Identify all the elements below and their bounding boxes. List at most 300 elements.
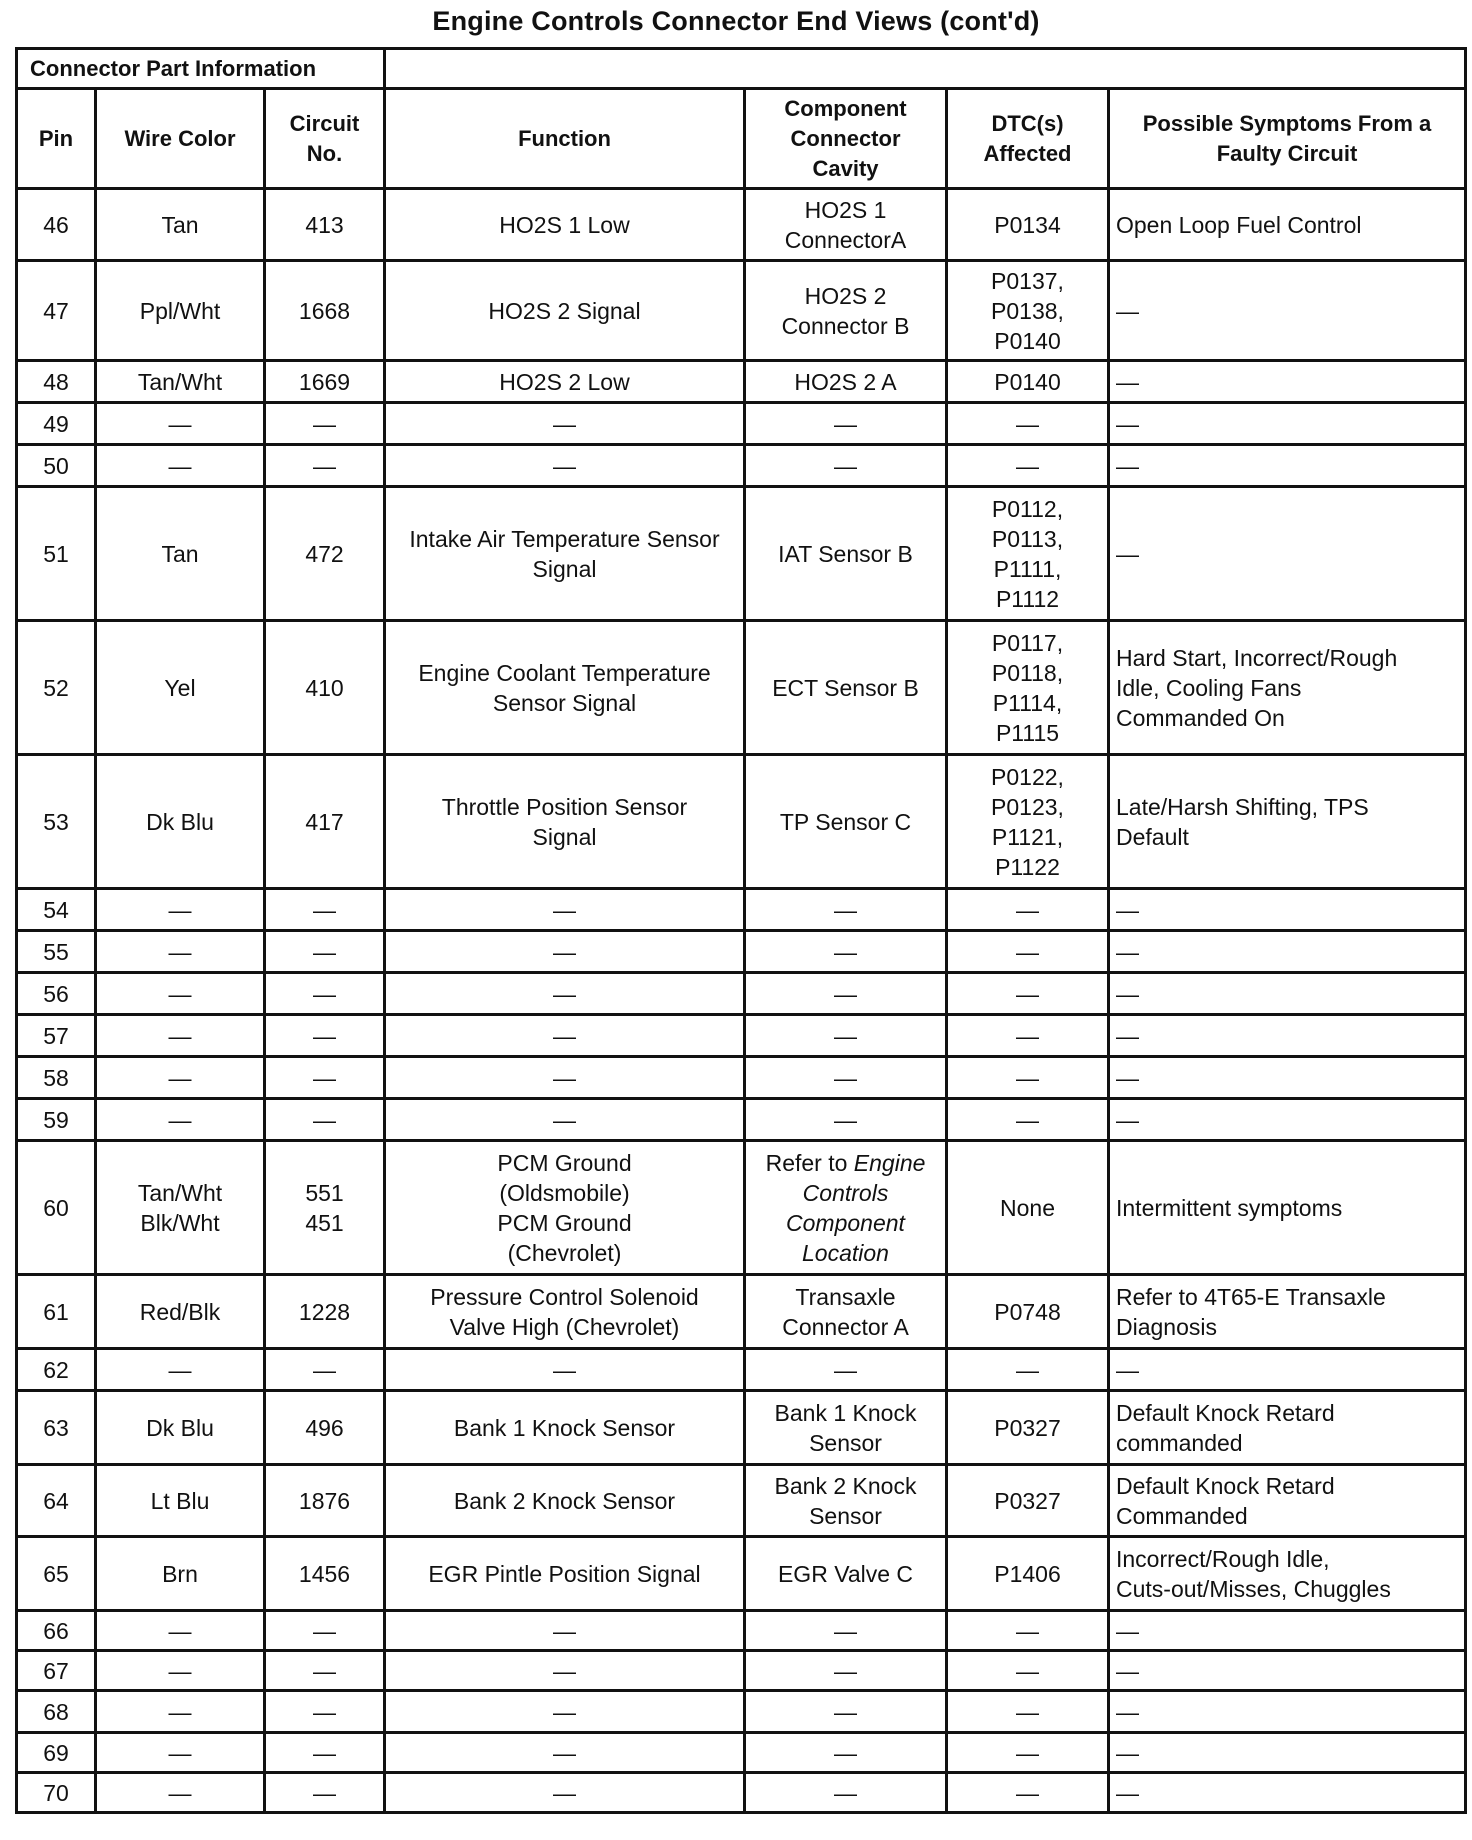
wire-color-line: — (168, 1064, 192, 1091)
function-cell (385, 1537, 745, 1611)
cavity-line: — (834, 452, 857, 479)
function-cell (385, 1733, 745, 1773)
cavity-cell (745, 1275, 947, 1349)
symptoms-cell (1109, 361, 1466, 403)
symptoms-line: Idle, Cooling Fans (1116, 674, 1302, 701)
dtc-line: — (1016, 1698, 1039, 1725)
dtc-cell (947, 1275, 1109, 1349)
function-line: Bank 1 Knock Sensor (453, 1414, 676, 1441)
dtc-cell (947, 621, 1109, 755)
symptoms-cell (1109, 1651, 1466, 1691)
table-row (17, 973, 1466, 1015)
dtc-line: P0117, (991, 629, 1064, 656)
dtc-cell (947, 445, 1109, 487)
cavity-cell (745, 1391, 947, 1465)
dtc-line: P0137, (991, 267, 1064, 294)
wire-color-cell (96, 487, 265, 621)
pin-cell: 68 (17, 1691, 96, 1733)
wire-color-line: Brn (162, 1560, 198, 1587)
cavity-cell (745, 445, 947, 487)
cavity-cell (745, 261, 947, 361)
circuit-cell (265, 1465, 385, 1537)
dtc-cell (947, 487, 1109, 621)
cavity-line: Location (802, 1239, 889, 1266)
pin-cell: 49 (17, 403, 96, 445)
pin-cell: 51 (17, 487, 96, 621)
wire-color-cell (96, 445, 265, 487)
circuit-line: — (313, 1106, 336, 1133)
circuit-line: 417 (305, 808, 344, 835)
dtc-line: P1122 (995, 853, 1060, 880)
wire-color-line: — (168, 1617, 192, 1644)
dtc-line: P1112 (995, 585, 1060, 612)
symptoms-cell (1109, 1391, 1466, 1465)
symptoms-cell (1109, 931, 1466, 973)
circuit-cell (265, 1057, 385, 1099)
cavity-line: — (834, 1064, 857, 1091)
symptoms-line: Incorrect/Rough Idle, (1116, 1545, 1330, 1572)
wire-color-line: — (168, 1698, 192, 1725)
wire-color-line: — (168, 980, 192, 1007)
circuit-cell (265, 1391, 385, 1465)
circuit-cell (265, 361, 385, 403)
circuit-cell (265, 621, 385, 755)
circuit-cell (265, 1691, 385, 1733)
dtc-cell (947, 189, 1109, 261)
function-line: Engine Coolant Temperature (418, 659, 711, 686)
function-line: Sensor Signal (492, 689, 637, 716)
cavity-line: — (834, 1739, 857, 1766)
symptoms-line: — (1116, 1064, 1139, 1091)
header-dtcs-affected (947, 89, 1109, 189)
cavity-cell (745, 1015, 947, 1057)
symptoms-line: — (1116, 1739, 1139, 1766)
symptoms-line: Refer to 4T65-E Transaxle (1116, 1283, 1386, 1310)
dtc-cell (947, 1465, 1109, 1537)
dtc-line: — (1016, 1657, 1039, 1684)
circuit-cell (265, 487, 385, 621)
cavity-line: HO2S 2 (804, 282, 887, 309)
dtc-cell (947, 1391, 1109, 1465)
circuit-line: — (313, 1356, 336, 1383)
header-text-line: No. (306, 140, 343, 166)
dtc-line: — (1016, 1617, 1039, 1644)
pin-cell: 61 (17, 1275, 96, 1349)
table-row (17, 931, 1466, 973)
table-row (17, 1099, 1466, 1141)
pin-cell: 59 (17, 1099, 96, 1141)
function-cell (385, 1465, 745, 1537)
wire-color-line: — (168, 410, 192, 437)
circuit-cell (265, 1537, 385, 1611)
circuit-line: — (313, 1022, 336, 1049)
dtc-line: — (1016, 452, 1039, 479)
function-line: Bank 2 Knock Sensor (453, 1487, 676, 1514)
cavity-cell (745, 973, 947, 1015)
wire-color-line: Dk Blu (146, 1414, 214, 1441)
wire-color-line: — (168, 1106, 192, 1133)
cavity-line: — (834, 1022, 857, 1049)
wire-color-cell (96, 973, 265, 1015)
function-line: — (553, 1617, 576, 1644)
circuit-cell (265, 1015, 385, 1057)
pin-cell: 54 (17, 889, 96, 931)
function-line: — (553, 1739, 576, 1766)
table-row (17, 1391, 1466, 1465)
cavity-cell (745, 1691, 947, 1733)
wire-color-cell (96, 1015, 265, 1057)
wire-color-cell (96, 1391, 265, 1465)
dtc-line: — (1016, 1779, 1039, 1806)
pin-cell: 70 (17, 1773, 96, 1813)
symptoms-line: Default (1116, 823, 1189, 850)
symptoms-line: Open Loop Fuel Control (1116, 211, 1362, 238)
header-component-connector-cavity (745, 89, 947, 189)
symptoms-cell (1109, 1691, 1466, 1733)
function-line: (Oldsmobile) (499, 1179, 630, 1206)
dtc-line: — (1016, 980, 1039, 1007)
function-cell (385, 403, 745, 445)
circuit-cell (265, 1141, 385, 1275)
table-row (17, 1465, 1466, 1537)
wire-color-cell (96, 361, 265, 403)
function-line: — (553, 1356, 576, 1383)
header-wire-color: Wire Color (96, 89, 265, 189)
function-cell (385, 1099, 745, 1141)
pin-cell: 50 (17, 445, 96, 487)
symptoms-line: Commanded On (1116, 704, 1285, 731)
symptoms-cell (1109, 973, 1466, 1015)
pin-cell: 46 (17, 189, 96, 261)
symptoms-cell (1109, 1537, 1466, 1611)
symptoms-cell (1109, 487, 1466, 621)
pin-cell: 56 (17, 973, 96, 1015)
symptoms-cell (1109, 1773, 1466, 1813)
symptoms-line: Default Knock Retard (1116, 1399, 1335, 1426)
table-row (17, 1651, 1466, 1691)
circuit-cell (265, 1611, 385, 1651)
function-cell (385, 1773, 745, 1813)
circuit-cell (265, 261, 385, 361)
wire-color-cell (96, 1465, 265, 1537)
circuit-line: 451 (305, 1209, 344, 1236)
function-cell (385, 445, 745, 487)
cavity-cell (745, 487, 947, 621)
cavity-line: — (834, 896, 857, 923)
dtc-cell (947, 1691, 1109, 1733)
dtc-line: P1114, (992, 689, 1063, 716)
function-cell (385, 189, 745, 261)
circuit-line: 1876 (298, 1487, 351, 1514)
dtc-line: — (1016, 1022, 1039, 1049)
symptoms-line: — (1116, 1779, 1139, 1806)
cavity-line: — (834, 1356, 857, 1383)
symptoms-line: — (1116, 297, 1139, 324)
page-title: Engine Controls Connector End Views (cont'd) (432, 6, 1040, 36)
header-text-line: Affected (983, 140, 1072, 166)
pin-cell: 66 (17, 1611, 96, 1651)
dtc-line: P0327 (994, 1487, 1061, 1514)
circuit-line: — (313, 1657, 336, 1684)
cavity-cell (745, 1099, 947, 1141)
cavity-cell (745, 189, 947, 261)
dtc-line: — (1016, 1064, 1039, 1091)
cavity-line: Sensor (809, 1429, 882, 1456)
symptoms-line: — (1116, 368, 1139, 395)
dtc-cell (947, 361, 1109, 403)
circuit-line: 1228 (298, 1298, 351, 1325)
function-line: — (553, 1779, 576, 1806)
pin-cell: 63 (17, 1391, 96, 1465)
dtc-cell (947, 973, 1109, 1015)
pin-cell: 58 (17, 1057, 96, 1099)
cavity-line: — (834, 1617, 857, 1644)
symptoms-cell (1109, 1611, 1466, 1651)
circuit-cell (265, 445, 385, 487)
function-line: — (553, 1698, 576, 1725)
function-cell (385, 361, 745, 403)
wire-color-cell (96, 621, 265, 755)
table-row (17, 1349, 1466, 1391)
symptoms-cell (1109, 1275, 1466, 1349)
dtc-line: P0140 (994, 327, 1061, 354)
wire-color-line: — (168, 1022, 192, 1049)
cavity-cell (745, 1141, 947, 1275)
symptoms-line: — (1116, 540, 1139, 567)
table-row (17, 1537, 1466, 1611)
wire-color-line: Blk/Wht (140, 1209, 220, 1236)
cavity-line: Connector B (781, 312, 910, 339)
circuit-cell (265, 973, 385, 1015)
cavity-line: Bank 1 Knock (774, 1399, 917, 1426)
dtc-line: P0122, (991, 763, 1064, 790)
header-possible-symptoms (1109, 89, 1466, 189)
table-row (17, 1015, 1466, 1057)
circuit-cell (265, 1275, 385, 1349)
wire-color-line: — (168, 1739, 192, 1766)
pin-cell: 55 (17, 931, 96, 973)
function-cell (385, 1391, 745, 1465)
symptoms-cell (1109, 403, 1466, 445)
dtc-cell (947, 1057, 1109, 1099)
wire-color-line: — (168, 938, 192, 965)
emphasis-text: Engine (853, 1149, 926, 1176)
cavity-line: EGR Valve C (777, 1560, 914, 1587)
symptoms-line: Late/Harsh Shifting, TPS (1116, 793, 1369, 820)
symptoms-line: — (1116, 1022, 1139, 1049)
function-cell (385, 1057, 745, 1099)
function-line: EGR Pintle Position Signal (428, 1560, 701, 1587)
wire-color-cell (96, 755, 265, 889)
cavity-cell (745, 1611, 947, 1651)
function-line: — (553, 980, 576, 1007)
dtc-line: P1115 (995, 719, 1060, 746)
cavity-line: Transaxle (795, 1283, 896, 1310)
function-cell (385, 1651, 745, 1691)
wire-color-line: Tan (161, 540, 199, 567)
dtc-line: P1406 (994, 1560, 1061, 1587)
table-row (17, 1611, 1466, 1651)
wire-color-cell (96, 1733, 265, 1773)
function-cell (385, 755, 745, 889)
pin-cell: 67 (17, 1651, 96, 1691)
connector-part-info-value (385, 49, 1466, 89)
dtc-line: P0112, (991, 495, 1064, 522)
dtc-line: P0327 (994, 1414, 1061, 1441)
cavity-cell (745, 931, 947, 973)
function-cell (385, 621, 745, 755)
symptoms-cell (1109, 1057, 1466, 1099)
cavity-line: Bank 2 Knock (774, 1472, 917, 1499)
symptoms-line: — (1116, 1657, 1139, 1684)
wire-color-cell (96, 889, 265, 931)
wire-color-line: Red/Blk (139, 1298, 221, 1325)
cavity-cell (745, 1465, 947, 1537)
function-line: HO2S 2 Signal (488, 297, 641, 324)
circuit-cell (265, 1651, 385, 1691)
function-line: Pressure Control Solenoid (430, 1283, 699, 1310)
symptoms-cell (1109, 1349, 1466, 1391)
table-row (17, 1275, 1466, 1349)
symptoms-line: — (1116, 1617, 1139, 1644)
symptoms-line: Cuts-out/Misses, Chuggles (1116, 1575, 1391, 1602)
function-cell (385, 1015, 745, 1057)
table-row (17, 755, 1466, 889)
cavity-line: Component (786, 1209, 905, 1236)
function-line: Valve High (Chevrolet) (449, 1313, 680, 1340)
table-body (17, 189, 1466, 1813)
function-line: Signal (532, 555, 597, 582)
dtc-line: P1121, (991, 823, 1064, 850)
symptoms-line: Intermittent symptoms (1116, 1194, 1343, 1221)
header-row (17, 89, 1466, 189)
symptoms-line: commanded (1116, 1429, 1243, 1456)
function-line: HO2S 1 Low (499, 211, 630, 238)
dtc-line: — (1016, 1356, 1039, 1383)
circuit-cell (265, 1349, 385, 1391)
cavity-cell (745, 1773, 947, 1813)
function-line: Intake Air Temperature Sensor (409, 525, 720, 552)
circuit-line: 410 (305, 674, 344, 701)
dtc-line: — (1016, 1106, 1039, 1133)
table-row (17, 889, 1466, 931)
cavity-cell (745, 755, 947, 889)
cavity-cell (745, 1349, 947, 1391)
dtc-cell (947, 403, 1109, 445)
wire-color-cell (96, 261, 265, 361)
symptoms-cell (1109, 621, 1466, 755)
function-line: — (553, 1022, 576, 1049)
wire-color-line: — (168, 452, 192, 479)
function-cell (385, 1275, 745, 1349)
dtc-cell (947, 1773, 1109, 1813)
header-text-line: Faulty Circuit (1216, 140, 1358, 166)
wire-color-line: — (168, 1657, 192, 1684)
dtc-cell (947, 1651, 1109, 1691)
cavity-cell (745, 1537, 947, 1611)
function-line: — (553, 1106, 576, 1133)
symptoms-line: — (1116, 938, 1139, 965)
wire-color-cell (96, 1141, 265, 1275)
symptoms-cell (1109, 755, 1466, 889)
wire-color-line: — (168, 1779, 192, 1806)
symptoms-cell (1109, 1733, 1466, 1773)
function-line: — (553, 1657, 576, 1684)
function-cell (385, 973, 745, 1015)
circuit-cell (265, 755, 385, 889)
symptoms-cell (1109, 1141, 1466, 1275)
cavity-line: HO2S 1 (804, 196, 887, 223)
header-text-line: Possible Symptoms From a (1142, 110, 1432, 136)
wire-color-line: Tan/Wht (137, 368, 223, 395)
table-row (17, 189, 1466, 261)
dtc-line: P0140 (994, 368, 1061, 395)
dtc-cell (947, 889, 1109, 931)
symptoms-cell (1109, 261, 1466, 361)
cavity-cell (745, 1651, 947, 1691)
wire-color-line: Tan (161, 211, 199, 238)
wire-color-line: Yel (164, 674, 196, 701)
pin-cell: 47 (17, 261, 96, 361)
dtc-line: P0138, (991, 297, 1064, 324)
table-row (17, 1057, 1466, 1099)
circuit-cell (265, 1733, 385, 1773)
dtc-line: — (1016, 410, 1039, 437)
cavity-line: HO2S 2 A (794, 368, 897, 395)
circuit-cell (265, 931, 385, 973)
circuit-line: — (313, 410, 336, 437)
circuit-line: 1669 (298, 368, 351, 395)
dtc-cell (947, 1733, 1109, 1773)
cavity-cell (745, 361, 947, 403)
dtc-cell (947, 1141, 1109, 1275)
function-cell (385, 1349, 745, 1391)
circuit-cell (265, 889, 385, 931)
circuit-line: 551 (305, 1179, 344, 1206)
header-text-line: Cavity (812, 155, 879, 181)
circuit-cell (265, 1773, 385, 1813)
cavity-cell (745, 1733, 947, 1773)
table-row (17, 361, 1466, 403)
dtc-line: P0123, (991, 793, 1064, 820)
cavity-line: ECT Sensor B (772, 674, 919, 701)
wire-color-line: Ppl/Wht (139, 297, 221, 324)
dtc-cell (947, 1611, 1109, 1651)
pin-cell: 48 (17, 361, 96, 403)
pin-cell: 62 (17, 1349, 96, 1391)
dtc-cell (947, 261, 1109, 361)
dtc-line: — (1016, 1739, 1039, 1766)
connector-table (15, 47, 1467, 1814)
dtc-line: — (1016, 896, 1039, 923)
symptoms-cell (1109, 1099, 1466, 1141)
circuit-line: 496 (305, 1414, 344, 1441)
cavity-line: TP Sensor C (779, 808, 912, 835)
wire-color-cell (96, 1773, 265, 1813)
symptoms-line: — (1116, 452, 1139, 479)
cavity-cell (745, 403, 947, 445)
circuit-line: 1668 (298, 297, 351, 324)
cavity-cell (745, 889, 947, 931)
header-text-line: Connector (790, 125, 901, 151)
symptoms-cell (1109, 1465, 1466, 1537)
circuit-line: 413 (305, 211, 344, 238)
circuit-line: — (313, 1698, 336, 1725)
function-cell (385, 1141, 745, 1275)
symptoms-cell (1109, 1015, 1466, 1057)
table-row (17, 1141, 1466, 1275)
pin-cell: 52 (17, 621, 96, 755)
